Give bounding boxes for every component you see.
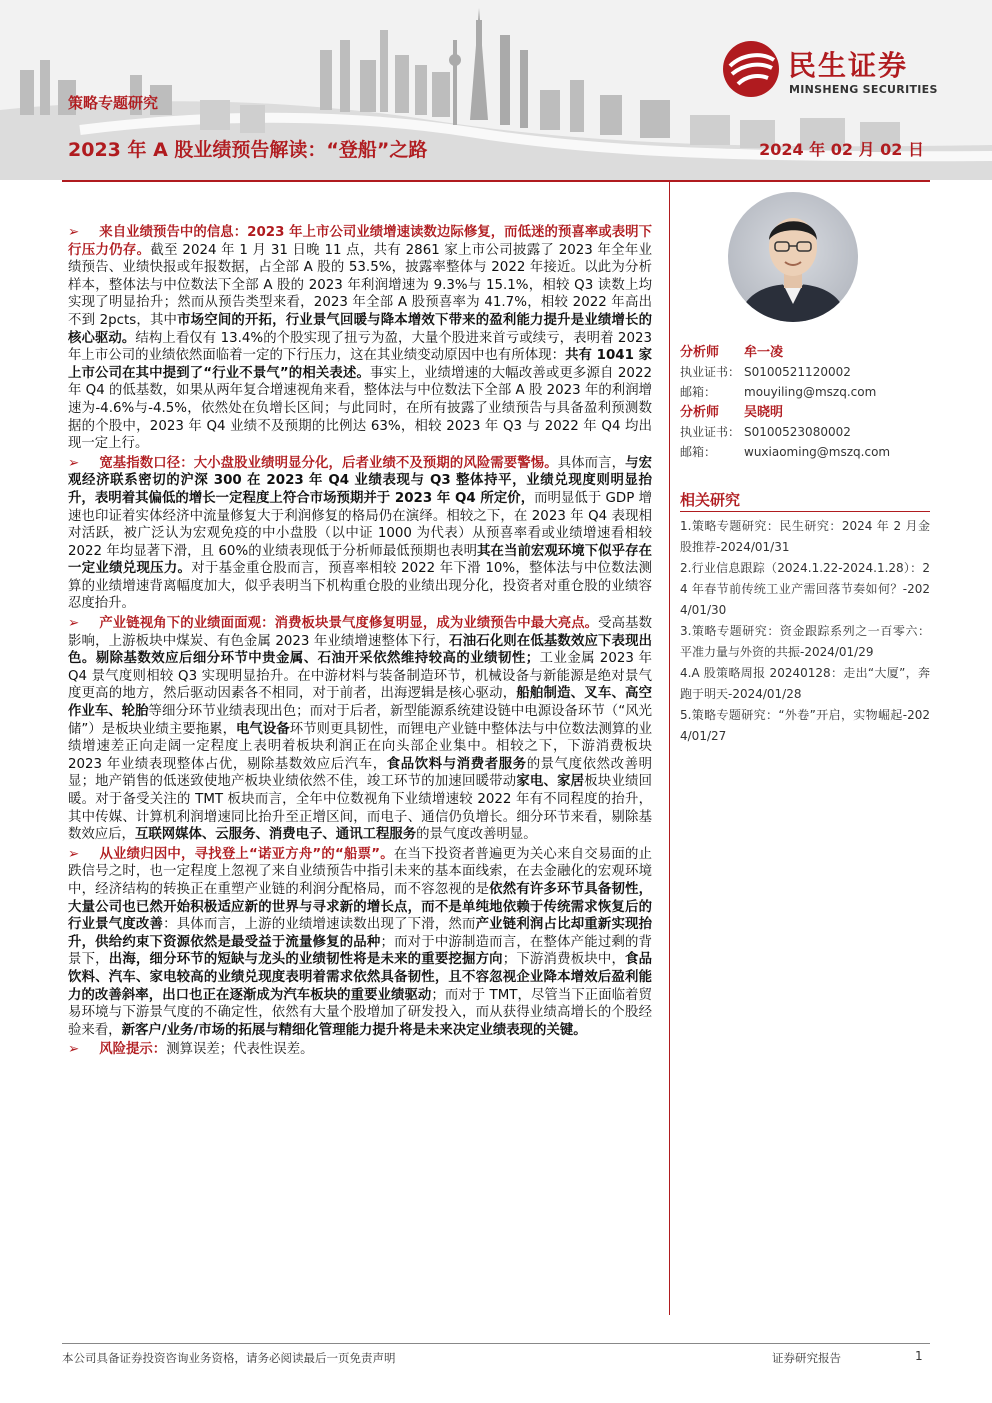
footer-doc-type: 证券研究报告	[772, 1351, 841, 1365]
main-content	[68, 224, 652, 1061]
related-research-item[interactable]: 1.策略专题研究：民生研究：2024 年 2 月金股推荐-2024/01/31	[680, 519, 930, 554]
analyst-email[interactable]: wuxiaoming@mszq.com	[744, 445, 891, 459]
paragraph-broad-index: ➢ 宽基指数口径：大小盘股业绩明显分化，后者业绩不及预期的风险需要警惕。具体而言，与宏观经济联系密切的沪深 300 在 2023 年 Q4 业绩表现与 Q3 整体持平，业绩兑现度则明显抬升，表明着其偏低的增长一定程度上符合市场预期并于 2023 年 Q4 所定价，而明显低于 GDP 增速也印证着实体经济中流量修复大于利润修复的格局仍在演绎。相较之下，在 2023 年 Q4 表现相对活跃，被广泛认为宏观免疫的中小盘股（以中证 1000 为代表）从预喜率看或业绩增速看相较 2022 年均显著下滑，且 60%的业绩表现低于分析师最低预期也表明其在当前宏观环境下似乎存在一定业绩兑现压力。对于基金重仓股而言，预喜率相较 2022 年下滑 10%，整体法与中位数法测算的业绩增速背离幅度加大，似乎表明当下机构重仓股的业绩出现分化，投资者对重仓股的业绩容忍度抬升。	[68, 455, 653, 612]
analyst-avatar	[728, 192, 858, 322]
bullet-icon: ➢	[68, 616, 80, 632]
paragraph-earnings-info: ➢ 来自业绩预告中的信息：2023 年上市公司业绩增速读数边际修复，而低迷的预喜率或表明下行压力仍存。截至 2024 年 1 月 31 日晚 11 点，共有 2861 家上市公司披露了 2023 年全年业绩预告、业绩快报或年报数据，占全部 A 股的 53.5%，披露率整体与 2022 年接近。以此为分析样本，整体法与中位数法下全部 A 股的 2023 年利润增速为 9.3%与 15.1%，相较 Q3 读数上均实现了明显抬升；然而从预告类型来看，2023 年全部 A 股预喜率为 41.7%，相较 2022 年高出不到 2pcts，其中市场空间的开拓，行业景气回暖与降本增效下带来的盈利能力提升是业绩增长的核心驱动。结构上看仅有 13.4%的个股实现了扭亏为盈，大量个股进来首亏或续亏，表明着 2023 年上市公司的业绩依然面临着一定的下行压力，这在其业绩变动原因中也有所体现：共有 1041 家上市公司在其中提到了“行业不景气”的相关表述。事实上，业绩增速的大幅改善或更多源自 2022 年 Q4 的低基数，如果从两年复合增速视角来看，整体法与中位数法下全部 A 股 2023 年的利润增速为-4.6%与-4.5%，依然处在负增长区间；与此同时，在所有披露了业绩预告与具备盈利预测数据的个股中，2023 年 Q4 业绩不及预期的比例达 63%，相较 2023 年 Q3 与 2022 年 Q4 均出现一定上行。	[68, 225, 653, 452]
page-number: 1	[915, 1349, 923, 1363]
company-logo	[722, 38, 972, 100]
analyst-email[interactable]: mouyiling@mszq.com	[744, 385, 877, 399]
analyst-photo-icon	[728, 192, 858, 322]
footer-divider	[62, 1343, 930, 1344]
header-divider	[62, 180, 930, 182]
analyst-card: 分析师 吴晓明 执业证书： S0100523080002 邮箱： wuxiaoming@mszq.com	[680, 405, 891, 459]
related-research-item[interactable]: 3.策略专题研究：资金跟踪系列之一百零六：平准力量与外资的共振-2024/01/29	[680, 624, 930, 659]
report-date: 2024 年 02 月 02 日	[759, 140, 924, 159]
report-type: 策略专题研究	[68, 94, 159, 112]
related-research-item[interactable]: 5.策略专题研究：“外卷”开启，实物崛起-2024/01/27	[680, 708, 930, 743]
analyst-name: 吴晓明	[744, 405, 784, 420]
bullet-icon: ➢	[68, 846, 80, 862]
report-title: 2023 年 A 股业绩预告解读：“登船”之路	[68, 139, 428, 161]
analyst-name: 牟一凌	[744, 345, 784, 360]
bullet-icon: ➢	[68, 225, 80, 240]
analyst-cert: S0100521120002	[744, 365, 851, 379]
column-divider	[669, 182, 670, 1315]
bullet-icon: ➢	[68, 455, 80, 471]
footer-disclaimer: 本公司具备证券投资咨询业务资格，请务必阅读最后一页免责声明	[62, 1351, 396, 1365]
related-research-title: 相关研究	[680, 491, 741, 509]
analyst-card: 分析师 牟一凌 执业证书： S0100521120002 邮箱： mouyiling@mszq.com	[680, 345, 877, 399]
related-research-divider	[680, 511, 930, 512]
logo-text-cn: 民生证券	[788, 49, 909, 82]
related-research-item[interactable]: 4.A 股策略周报 20240128：走出“大厦”，奔跑于明天-2024/01/28	[680, 666, 930, 701]
minsheng-logo-icon	[722, 40, 780, 98]
logo-text-en: MINSHENG SECURITIES	[789, 83, 938, 96]
paragraph-industry-chain: ➢ 产业链视角下的业绩面面观：消费板块景气度修复明显，成为业绩预告中最大亮点。受高基数影响，上游板块中煤炭、有色金属 2023 年业绩增速整体下行，石油石化则在低基数效应下表现出色。剔除基数效应后细分环节中贵金属、石油开采依然维持较高的业绩韧性；工业金属 2023 年 Q4 景气度则相较 Q3 实现明显抬升。在中游材料与装备制造环节，机械设备与新能源是绝对景气度更高的地方，然后驱动因素各不相同，对于前者，出海逻辑是核心驱动，船舶制造、叉车、高空作业车、轮胎等细分环节业绩表现出色；而对于后者，新型能源系统建设链中电源设备环节（“风光储”）是板块业绩主要拖累，电气设备环节则更具韧性，而锂电产业链中整体法与中位数法测算的业绩增速差正向走阔一定程度上表明着板块利润正在向头部企业集中。相较之下，下游消费板块 2023 年业绩表现整体占优，剔除基数效应后汽车，食品饮料与消费者服务的景气度依然改善明显；地产销售的低迷致使地产板块业绩依然不佳，竣工环节的加速回暖带动家电、家居板块业绩回暖。对于备受关注的 TMT 板块而言，全年中位数视角下业绩增速较 2022 年有不同程度的抬升，其中传媒、计算机利润增速同比抬升至正增区间，而电子、通信仍负增长。细分环节来看，剔除基数效应后，互联网媒体、云服务、消费电子、通讯工程服务的景气度改善明显。	[68, 616, 653, 843]
bullet-icon: ➢	[68, 1042, 80, 1058]
analyst-cert: S0100523080002	[744, 425, 851, 439]
paragraph-attribution: ➢ 从业绩归因中，寻找登上“诺亚方舟”的“船票”。在当下投资者普遍更为关心来自交易面的止跌信号之时，也一定程度上忽视了来自业绩预告中指引未来的基本面线索，在去金融化的宏观环境中，经济结构的转换正在重塑产业链的利润分配格局，而不容忽视的是依然有许多环节具备韧性，大量公司也已然开始积极适应新的世界与寻求新的增长点，而不是单纯地依赖于传统需求恢复后的行业景气度改善：具体而言，上游的业绩增速读数出现了下滑，然而产业链利润占比却重新实现抬升，供给约束下资源依然是最受益于流量修复的品种；而对于中游制造而言，在整体产能过剩的背景下，出海，细分环节的短缺与龙头的业绩韧性将是未来的重要挖掘方向；下游消费板块中，食品饮料、汽车、家电较高的业绩兑现度表明着需求依然具备韧性，且不容忽视企业降本增效后盈利能力的改善斜率，出口也正在逐渐成为汽车板块的重要业绩驱动；而对于 TMT，尽管当下正面临着贸易环境与下游景气度的不确定性，依然有大量个股增加了研发投入，而从获得业绩高增长的个股经验来看，新客户/业务/市场的拓展与精细化管理能力提升将是未来决定业绩表现的关键。	[68, 846, 653, 1038]
related-research-item[interactable]: 2.行业信息跟踪（2024.1.22-2024.1.28）：24 年春节前传统工业产需回落节奏如何？-2024/01/30	[680, 561, 930, 617]
paragraph-risk: ➢ 风险提示：测算误差；代表性误差。	[68, 1042, 314, 1058]
related-research-list	[680, 516, 930, 747]
header-banner	[0, 0, 992, 180]
